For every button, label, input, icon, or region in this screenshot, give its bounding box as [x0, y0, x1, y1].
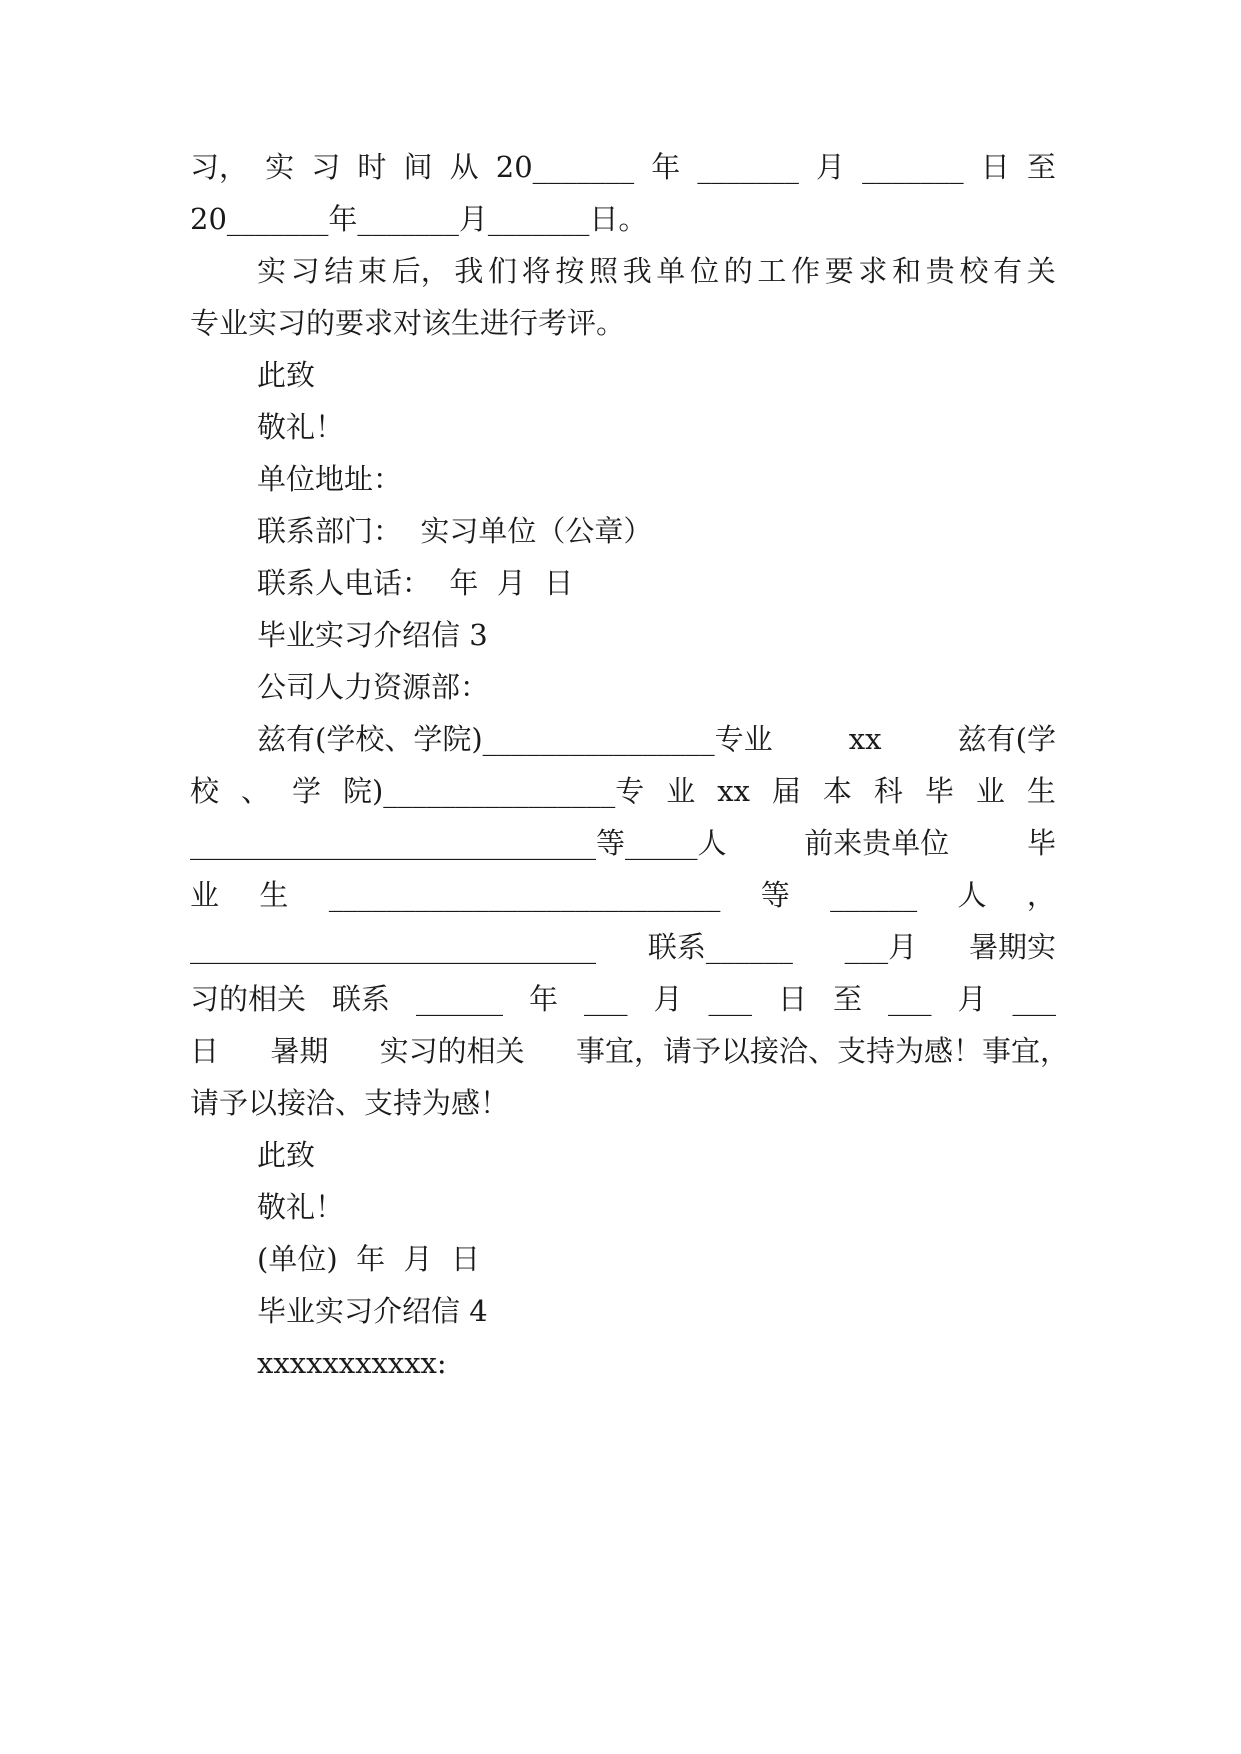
text-segment: ____________________________等_____人	[190, 826, 727, 860]
text-segment: 束	[358, 254, 388, 288]
text-segment: ____________________________	[190, 930, 596, 964]
text-segment: 届	[771, 774, 801, 808]
text-segment: 单	[656, 254, 686, 288]
text-segment: ______	[830, 878, 918, 912]
text-segment: 联系	[332, 982, 391, 1016]
paragraph-line: 请予以接洽、支持为感！	[190, 1086, 510, 1120]
text-segment: 年	[528, 982, 558, 1016]
text-segment: 事宜，请予以接洽、支持为感！事宜，	[575, 1034, 1069, 1068]
paragraph-line	[257, 719, 1056, 759]
text-segment: 日	[190, 1034, 220, 1068]
paragraph-line	[190, 147, 1056, 187]
signature-date-line: (单位) 年 月 日	[257, 1242, 480, 1276]
text-segment: 将	[521, 254, 551, 288]
department-line: 联系部门： 实习单位（公章）	[257, 514, 653, 548]
recipient-line: xxxxxxxxxxx:	[257, 1346, 447, 1380]
text-segment: 有	[993, 254, 1023, 288]
text-segment: 本	[822, 774, 852, 808]
text-segment: 和	[892, 254, 922, 288]
text-segment: 兹有(学校、学院)________________专业	[257, 722, 773, 756]
text-segment: 要	[824, 254, 854, 288]
text-segment: ___月	[844, 930, 918, 964]
text-segment: 后，	[391, 254, 450, 288]
text-segment: 们	[488, 254, 518, 288]
text-segment: xx	[717, 774, 750, 808]
text-segment: 结	[324, 254, 354, 288]
paragraph-line	[190, 771, 1056, 811]
text-segment: 业	[190, 878, 220, 912]
paragraph-line	[190, 979, 1056, 1019]
text-segment: 月	[957, 982, 987, 1016]
closing-line: 此致	[257, 358, 316, 392]
text-segment: ___	[1012, 982, 1056, 1016]
paragraph-line	[257, 251, 1056, 291]
text-segment: 生	[1026, 774, 1056, 808]
text-segment: 关	[1026, 254, 1056, 288]
text-segment: 20_______	[495, 150, 635, 184]
text-segment: 院)________________专	[342, 774, 645, 808]
text-segment: 等	[760, 878, 790, 912]
salutation-line: 敬礼！	[257, 1190, 345, 1224]
contact-phone-line: 联系人电话： 年 月 日	[257, 566, 574, 600]
text-segment: 我	[622, 254, 652, 288]
text-segment: 按	[555, 254, 585, 288]
text-segment: 习的相关	[190, 982, 307, 1016]
recipient-line: 公司人力资源部：	[257, 670, 490, 704]
text-segment: 求	[858, 254, 888, 288]
text-segment: 业	[666, 774, 696, 808]
text-segment: 工	[757, 254, 787, 288]
paragraph-line: 20_______年_______月_______日。	[190, 202, 648, 236]
text-segment: 实	[257, 254, 287, 288]
text-segment: 至	[832, 982, 862, 1016]
text-segment: 的	[723, 254, 753, 288]
text-segment: 月	[816, 150, 846, 184]
text-segment: ___	[583, 982, 628, 1016]
section-heading: 毕业实习介绍信 4	[257, 1294, 488, 1328]
text-segment: 作	[791, 254, 821, 288]
text-segment: 年	[651, 150, 681, 184]
text-segment: 至	[1026, 150, 1056, 184]
text-segment: 实	[265, 150, 295, 184]
text-segment: 人	[957, 878, 987, 912]
text-segment: 日	[980, 150, 1010, 184]
text-segment: 兹有(学	[957, 722, 1056, 756]
text-segment: 我	[454, 254, 484, 288]
paragraph-line	[190, 927, 1056, 967]
closing-line: 此致	[257, 1138, 316, 1172]
text-segment: ___________________________	[328, 878, 721, 912]
text-segment: 从	[449, 150, 479, 184]
text-segment: 前来贵单位	[804, 826, 950, 860]
text-segment: 生	[259, 878, 289, 912]
text-segment: 学	[291, 774, 321, 808]
text-segment: _______	[862, 150, 964, 184]
text-segment: 毕	[924, 774, 954, 808]
address-line: 单位地址：	[257, 462, 403, 496]
text-segment: 校	[959, 254, 989, 288]
text-segment: 习	[311, 150, 341, 184]
text-segment: 科	[873, 774, 903, 808]
text-segment: ______	[416, 982, 503, 1016]
paragraph-line	[190, 823, 1056, 863]
text-segment: 间	[403, 150, 433, 184]
text-segment: 暑期	[270, 1034, 329, 1068]
text-segment: 习，	[190, 150, 249, 184]
text-segment: 实习的相关	[379, 1034, 525, 1068]
text-segment: 校	[190, 774, 220, 808]
text-segment: 业	[975, 774, 1005, 808]
text-segment: 习	[290, 254, 320, 288]
text-segment: xx	[848, 722, 882, 756]
salutation-line: 敬礼！	[257, 410, 345, 444]
text-segment: ，	[1026, 878, 1056, 912]
paragraph-line: 专业实习的要求对该生进行考评。	[190, 306, 626, 340]
text-segment: 毕	[1026, 826, 1056, 860]
text-segment: 日	[777, 982, 807, 1016]
text-segment: 联系______	[647, 930, 793, 964]
text-segment: ___	[708, 982, 752, 1016]
paragraph-line	[190, 1031, 1069, 1071]
text-segment: ___	[887, 982, 932, 1016]
text-segment: 位	[690, 254, 720, 288]
text-segment: 照	[589, 254, 619, 288]
text-segment: _______	[697, 150, 799, 184]
text-segment: 时	[357, 150, 387, 184]
paragraph-line	[190, 875, 1056, 915]
section-heading: 毕业实习介绍信 3	[257, 618, 488, 652]
text-segment: 月	[653, 982, 683, 1016]
text-segment: 、	[240, 774, 270, 808]
text-segment: 暑期实	[968, 930, 1056, 964]
text-segment: 贵	[925, 254, 955, 288]
